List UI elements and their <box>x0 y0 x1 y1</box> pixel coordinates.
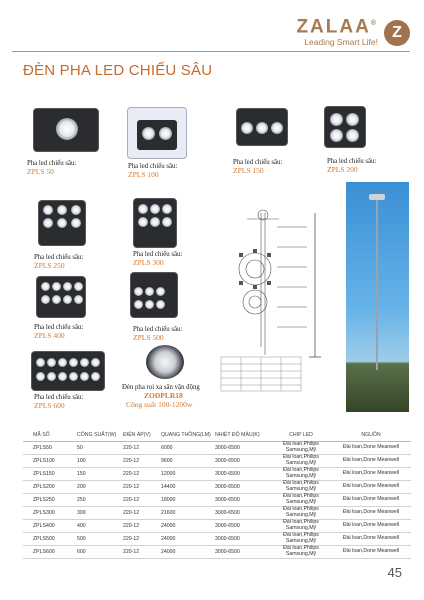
table-row <box>23 494 411 507</box>
product-label: Pha led chiếu sâu: <box>34 324 84 331</box>
led-lens-icon <box>47 372 56 381</box>
table-row <box>23 507 411 520</box>
brand-name: ZALAA® <box>296 16 378 38</box>
product-code: ZPLS 200 <box>327 165 358 174</box>
product-code: ZPLS 100 <box>128 170 159 179</box>
table-cell-volt: 220-12 <box>121 494 159 507</box>
table-cell-volt: 220-12 <box>121 507 159 520</box>
table-cell-lumen: 12000 <box>159 468 213 481</box>
led-lens-icon <box>346 129 359 142</box>
brand-logo: Z <box>384 20 410 46</box>
led-lens-icon <box>57 205 67 215</box>
table-cell-volt: 220-12 <box>121 481 159 494</box>
high-mast-photo <box>346 182 409 412</box>
table-cell-cct: 3000-6500 <box>213 507 271 520</box>
table-cell-source: Đài loan,Done Meanwell <box>331 546 411 559</box>
product-label: Pha led chiếu sâu: <box>34 254 84 261</box>
table-cell-power: 500 <box>75 533 121 546</box>
table-cell-chip: Đài loan,Philips Samsung,Mỹ <box>271 481 331 494</box>
table-cell-chip: Đài loan,Philips Samsung,Mỹ <box>271 468 331 481</box>
product-label: Pha led chiếu sâu: <box>133 326 183 333</box>
led-lens-icon <box>138 217 148 227</box>
table-row <box>23 546 411 559</box>
led-lens-icon <box>74 295 83 304</box>
led-lens-icon <box>150 204 160 214</box>
led-lens-icon <box>142 127 155 140</box>
spec-table-body <box>23 442 411 559</box>
mast-crown <box>369 194 385 200</box>
product-label: Pha led chiếu sâu: <box>128 163 178 170</box>
led-lens-icon <box>134 287 143 296</box>
mast-pole <box>376 200 378 370</box>
table-header: ĐIỆN ÁP(V) <box>121 428 159 442</box>
led-lens-icon <box>69 358 78 367</box>
table-cell-source: Đài loan,Done Meanwell <box>331 533 411 546</box>
product-label: Pha led chiếu sâu: <box>327 158 377 165</box>
table-cell-chip: Đài loan,Philips Samsung,Mỹ <box>271 533 331 546</box>
led-lens-icon <box>156 287 165 296</box>
table-cell-cct: 3000-6500 <box>213 481 271 494</box>
led-lens-icon <box>91 358 100 367</box>
table-cell-chip: Đài loan,Philips Samsung,Mỹ <box>271 455 331 468</box>
table-cell-lumen: 6000 <box>159 442 213 455</box>
table-cell-power: 200 <box>75 481 121 494</box>
table-cell-lumen: 21600 <box>159 507 213 520</box>
product-code: ZPLS 150 <box>233 166 264 175</box>
table-cell-lumen: 18000 <box>159 494 213 507</box>
led-lens-icon <box>241 122 253 134</box>
product-image-zpls200 <box>324 106 366 148</box>
led-lens-icon <box>63 295 72 304</box>
table-header-row <box>23 428 411 442</box>
product-label: Pha led chiếu sâu: <box>34 394 84 401</box>
table-cell-volt: 220-12 <box>121 442 159 455</box>
led-lens-icon <box>159 127 172 140</box>
table-cell-source: Đài loan,Done Meanwell <box>331 507 411 520</box>
product-image-zpls500 <box>130 272 178 318</box>
table-cell-power: 300 <box>75 507 121 520</box>
table-cell-cct: 3000-6500 <box>213 442 271 455</box>
led-lens-icon <box>162 204 172 214</box>
table-cell-power: 100 <box>75 455 121 468</box>
product-label: Pha led chiếu sâu: <box>233 159 283 166</box>
product-image-zpls250 <box>38 200 86 246</box>
page-title: ĐÈN PHA LED CHIẾU SÂU <box>23 62 213 79</box>
led-lens-icon <box>80 372 89 381</box>
table-cell-power: 150 <box>75 468 121 481</box>
led-lens-icon <box>58 358 67 367</box>
table-cell-source: Đài loan,Done Meanwell <box>331 520 411 533</box>
led-lens-icon <box>271 122 283 134</box>
product-code: ZPLS 50 <box>27 167 54 176</box>
table-cell-cct: 3000-6500 <box>213 533 271 546</box>
table-header: CÔNG SUẤT(W) <box>75 428 121 442</box>
table-cell-code: ZPLS250 <box>23 494 75 507</box>
product-image-zpls600 <box>31 351 105 391</box>
table-cell-volt: 220-12 <box>121 455 159 468</box>
table-cell-lumen: 14400 <box>159 481 213 494</box>
special-label: Đèn pha rọi xa sân vận động <box>122 384 200 391</box>
led-lens-icon <box>134 300 143 309</box>
led-lens-icon <box>145 287 154 296</box>
table-header: QUANG THÔNG(LM) <box>159 428 213 442</box>
led-lens-icon <box>63 282 72 291</box>
led-lens-icon <box>36 358 45 367</box>
product-code: ZPLS 500 <box>133 333 164 342</box>
table-cell-code: ZPLS500 <box>23 533 75 546</box>
led-lens-icon <box>330 129 343 142</box>
led-lens-icon <box>43 218 53 228</box>
table-header: NGUỒN <box>331 428 411 442</box>
table-cell-volt: 220-12 <box>121 546 159 559</box>
table-cell-chip: Đài loan,Philips Samsung,Mỹ <box>271 507 331 520</box>
led-lens-icon <box>57 218 67 228</box>
product-label: Pha led chiếu sâu: <box>133 251 183 258</box>
product-image-zpls300 <box>133 198 177 248</box>
led-lens-icon <box>330 113 343 126</box>
table-cell-power: 50 <box>75 442 121 455</box>
led-lens-icon <box>145 300 154 309</box>
table-row <box>23 520 411 533</box>
led-lens-icon <box>150 217 160 227</box>
pole-technical-drawing <box>217 207 337 412</box>
table-cell-code: ZPLS200 <box>23 481 75 494</box>
table-header: MÃ SỐ <box>23 428 75 442</box>
table-cell-volt: 220-12 <box>121 520 159 533</box>
product-image-zpls50 <box>33 108 99 152</box>
table-cell-chip: Đài loan,Philips Samsung,Mỹ <box>271 442 331 455</box>
table-row <box>23 481 411 494</box>
table-cell-cct: 3000-6500 <box>213 455 271 468</box>
table-cell-cct: 3000-6500 <box>213 520 271 533</box>
table-header: CHIP LED <box>271 428 331 442</box>
table-cell-lumen: 24000 <box>159 533 213 546</box>
table-cell-code: ZPLS100 <box>23 455 75 468</box>
product-code: ZPLS 600 <box>34 401 65 410</box>
pole-drawing-svg <box>217 207 337 412</box>
led-lens-icon <box>162 217 172 227</box>
table-cell-chip: Đài loan,Philips Samsung,Mỹ <box>271 520 331 533</box>
led-lens-icon <box>138 204 148 214</box>
led-lens-icon <box>43 205 53 215</box>
led-lens-icon <box>56 118 78 140</box>
led-lens-icon <box>41 295 50 304</box>
table-cell-source: Đài loan,Done Meanwell <box>331 468 411 481</box>
led-lens-icon <box>71 205 81 215</box>
led-lens-icon <box>71 218 81 228</box>
header-divider <box>12 51 410 52</box>
table-row <box>23 533 411 546</box>
led-lens-icon <box>74 282 83 291</box>
led-lens-icon <box>36 372 45 381</box>
product-image-zpls100 <box>127 107 187 159</box>
table-cell-cct: 3000-6500 <box>213 468 271 481</box>
table-cell-source: Đài loan,Done Meanwell <box>331 455 411 468</box>
led-lens-icon <box>80 358 89 367</box>
product-image-zpls150 <box>236 108 288 146</box>
product-code: ZPLS 300 <box>133 258 164 267</box>
spec-table <box>23 428 411 559</box>
table-cell-power: 400 <box>75 520 121 533</box>
table-cell-chip: Đài loan,Philips Samsung,Mỹ <box>271 546 331 559</box>
table-header: NHIỆT ĐỘ MÀU(K) <box>213 428 271 442</box>
product-image-zpls400 <box>36 276 86 318</box>
product-code: ZPLS 400 <box>34 331 65 340</box>
table-row <box>23 442 411 455</box>
product-label: Pha led chiếu sâu: <box>27 160 77 167</box>
table-cell-code: ZPLS400 <box>23 520 75 533</box>
table-cell-lumen: 24000 <box>159 520 213 533</box>
table-cell-code: ZPLS150 <box>23 468 75 481</box>
table-cell-volt: 220-12 <box>121 468 159 481</box>
table-cell-code: ZPLS600 <box>23 546 75 559</box>
led-lens-icon <box>346 113 359 126</box>
led-lens-icon <box>52 282 61 291</box>
table-cell-power: 600 <box>75 546 121 559</box>
led-lens-icon <box>41 282 50 291</box>
table-cell-source: Đài loan,Done Meanwell <box>331 481 411 494</box>
led-lens-icon <box>52 295 61 304</box>
table-cell-power: 250 <box>75 494 121 507</box>
special-code: ZODPLR18 <box>144 391 183 400</box>
led-lens-icon <box>47 358 56 367</box>
led-lens-icon <box>91 372 100 381</box>
special-power: Công suất 100-1200w <box>126 400 193 409</box>
brand-header <box>296 14 378 48</box>
table-cell-cct: 3000-6500 <box>213 494 271 507</box>
product-code: ZPLS 250 <box>34 261 65 270</box>
table-cell-code: ZPLS300 <box>23 507 75 520</box>
page-number: 45 <box>387 565 402 580</box>
led-lens-icon <box>256 122 268 134</box>
table-cell-lumen: 9600 <box>159 455 213 468</box>
product-image-zodplr18 <box>146 345 184 379</box>
table-row <box>23 455 411 468</box>
table-cell-chip: Đài loan,Philips Samsung,Mỹ <box>271 494 331 507</box>
table-row <box>23 468 411 481</box>
table-cell-source: Đài loan,Done Meanwell <box>331 494 411 507</box>
table-cell-code: ZPLS50 <box>23 442 75 455</box>
led-lens-icon <box>58 372 67 381</box>
led-lens-icon <box>69 372 78 381</box>
table-cell-volt: 220-12 <box>121 533 159 546</box>
brand-tagline: Leading Smart Life! <box>304 37 378 48</box>
table-cell-source: Đài loan,Done Meanwell <box>331 442 411 455</box>
table-cell-lumen: 24000 <box>159 546 213 559</box>
led-lens-icon <box>156 300 165 309</box>
table-cell-cct: 3000-6500 <box>213 546 271 559</box>
